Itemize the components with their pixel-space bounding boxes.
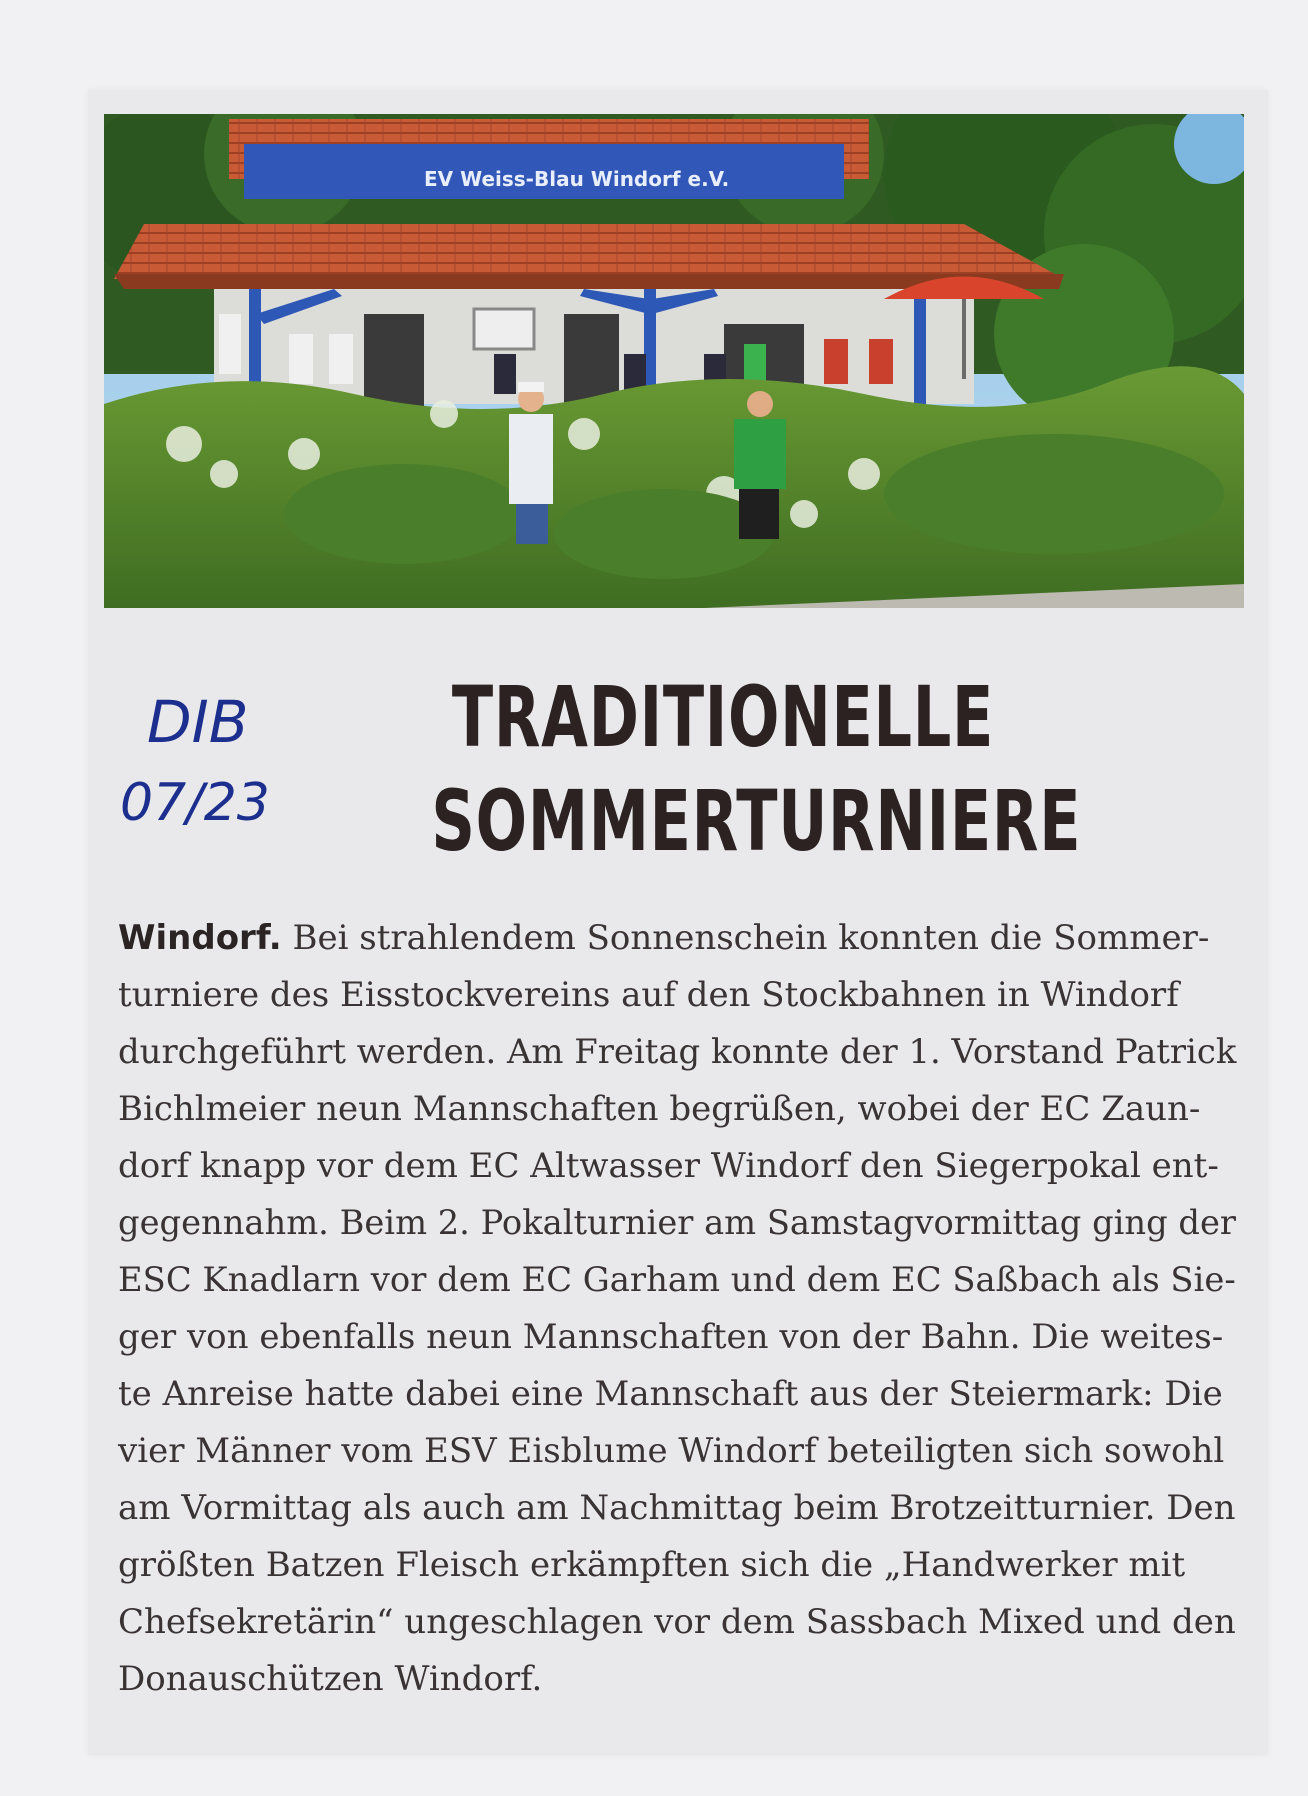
clubhouse-sign-text: EV Weiss-Blau Windorf e.V. xyxy=(424,167,730,191)
body-line: größten Batzen Fleisch erkämpften sich die „Handwerker mit xyxy=(118,1545,1186,1585)
body-line: ESC Knadlarn vor dem EC Garham und dem EC Saßbach als Sie- xyxy=(118,1260,1236,1300)
body-line: vier Männer vom ESV Eisblume Windorf beteiligten sich sowohl xyxy=(118,1431,1225,1471)
body-line: durchgeführt werden. Am Freitag konnte der 1. Vorstand Patrick xyxy=(118,1032,1237,1072)
clubhouse-photo-illustration xyxy=(104,114,1244,608)
headline-line-1: TRADITIONELLE xyxy=(451,668,995,766)
body-line-1 xyxy=(118,910,1236,967)
body-line-1-text: Bei strahlendem Sonnenschein konnten die Sommer- xyxy=(281,918,1210,958)
body-line: Chefsekretärin“ ungeschlagen vor dem Sassbach Mixed und den xyxy=(118,1602,1236,1642)
body-line: Bichlmeier neun Mannschaften begrüßen, wobei der EC Zaun- xyxy=(118,1089,1201,1129)
body-line: ger von ebenfalls neun Mannschaften von der Bahn. Die weites- xyxy=(118,1317,1224,1357)
handwritten-note xyxy=(112,670,292,870)
headline-line-2: SOMMERTURNIERE xyxy=(431,772,1082,870)
handnote-line2: 07/23 xyxy=(120,773,270,833)
handnote-line1: DIB xyxy=(147,688,249,756)
body-line: am Vormittag als auch am Nachmittag beim Brotzeitturnier. Den xyxy=(118,1488,1236,1528)
article-body xyxy=(118,910,1236,1708)
handwritten-note-drawing xyxy=(112,670,292,870)
article-photo xyxy=(104,114,1244,608)
magazine-page xyxy=(88,90,1268,1755)
body-line: dorf knapp vor dem EC Altwasser Windorf den Siegerpokal ent- xyxy=(118,1146,1219,1186)
body-line: turniere des Eisstockvereins auf den Stockbahnen in Windorf xyxy=(118,975,1179,1015)
article-lead: Windorf. xyxy=(118,918,282,958)
body-line: gegennahm. Beim 2. Pokalturnier am Samstagvormittag ging der xyxy=(118,1203,1237,1243)
article-headline xyxy=(318,665,1128,873)
body-line: Donauschützen Windorf. xyxy=(118,1659,543,1699)
body-line: te Anreise hatte dabei eine Mannschaft aus der Steiermark: Die xyxy=(118,1374,1223,1414)
